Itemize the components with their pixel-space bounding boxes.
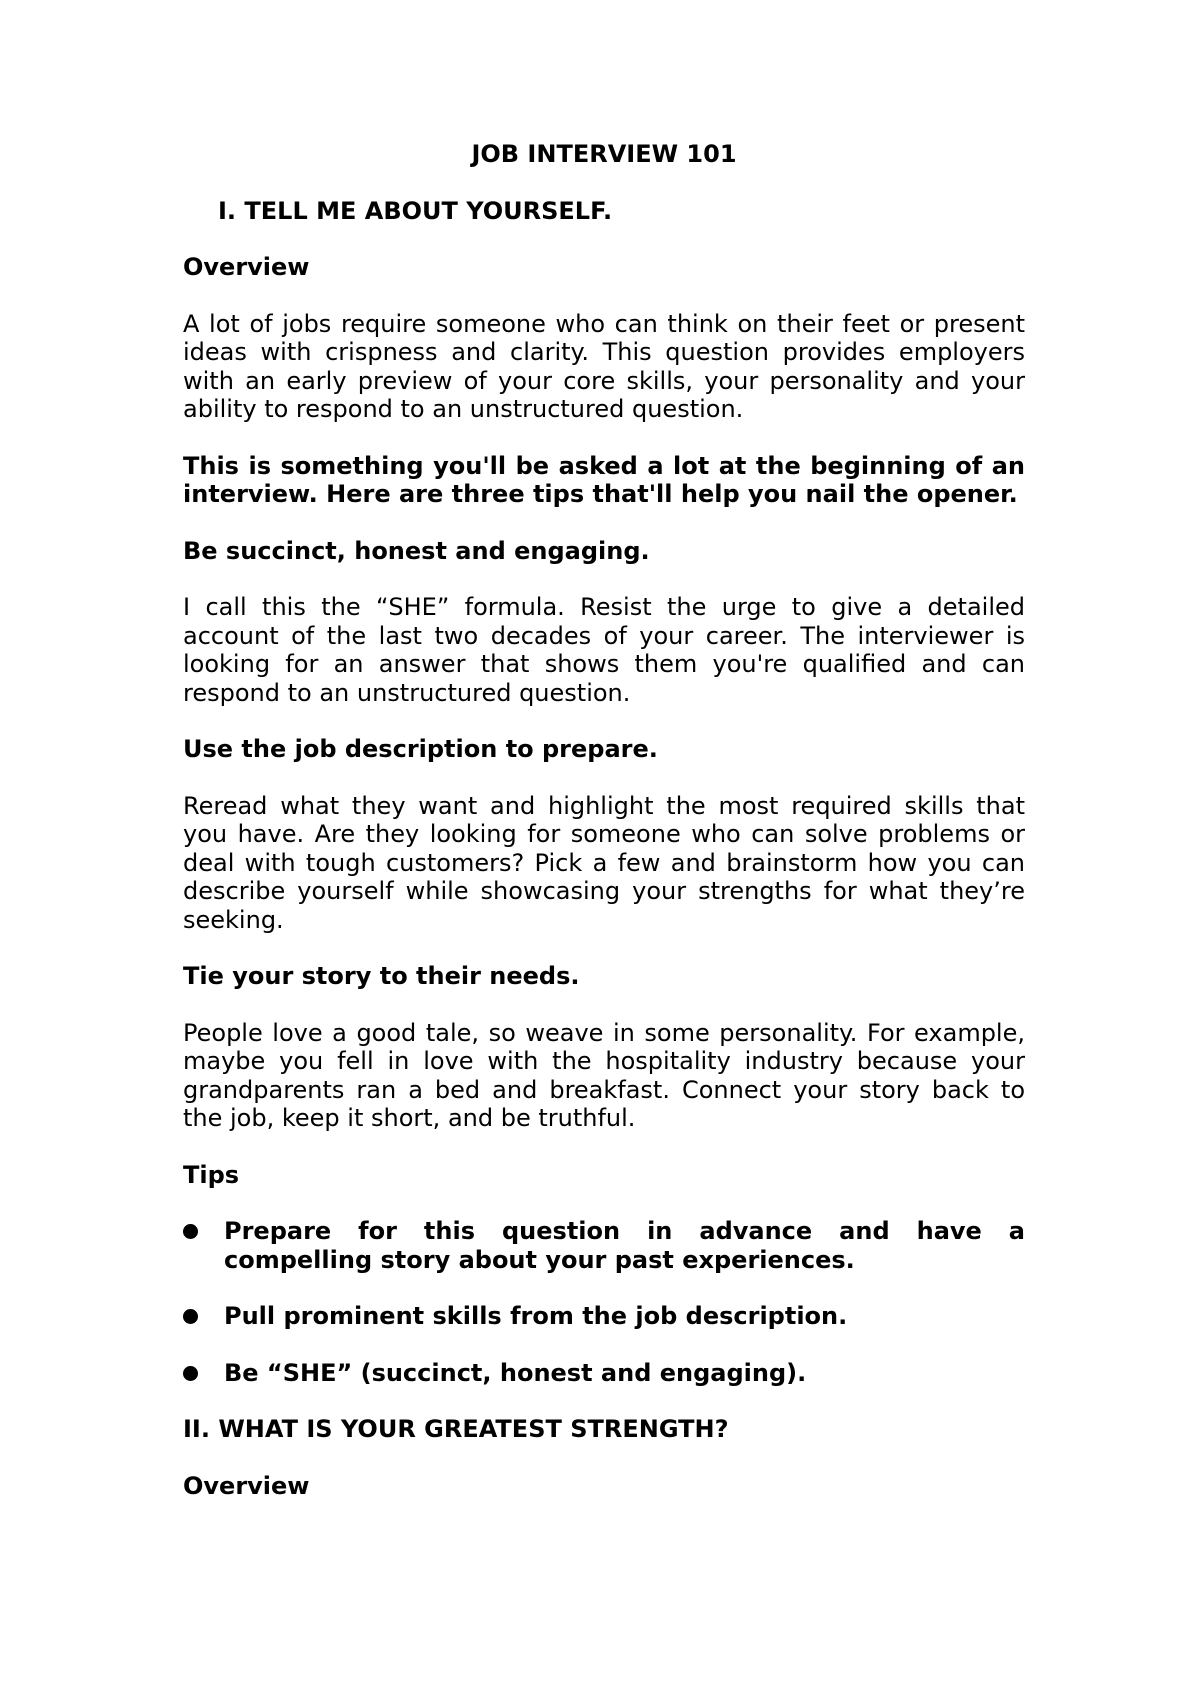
overview-label-section-2: Overview: [183, 1471, 310, 1500]
bullet-icon: [183, 1309, 198, 1324]
tips-label: Tips: [183, 1160, 240, 1189]
overview-paragraph: A lot of jobs require someone who can think on their feet or present ideas with crispness and clarity. This question provides employers with an early preview of your core skills, your personality and your ability to respond to an unstructured question.: [183, 309, 1025, 423]
intro-paragraph: This is something you'll be asked a lot at the beginning of an interview. Here are three tips that'll help you nail the opener.: [183, 451, 1025, 508]
document-title: JOB INTERVIEW 101: [471, 140, 737, 168]
tip-paragraph-job-description: Reread what they want and highlight the most required skills that you have. Are they looking for someone who can solve problems or deal with tough customers? Pick a few and brainstorm how you can describe yourself while showcasing your strengths for what they’re seeking.: [183, 791, 1025, 934]
section-heading-tell-me-about-yourself: I. TELL ME ABOUT YOURSELF.: [218, 196, 613, 225]
tip-heading-be-succinct: Be succinct, honest and engaging.: [183, 536, 650, 565]
tip-heading-job-description: Use the job description to prepare.: [183, 735, 658, 763]
document-body: [183, 140, 1025, 1528]
section-heading-greatest-strength: II. WHAT IS YOUR GREATEST STRENGTH?: [183, 1415, 729, 1443]
tips-list-item: [183, 1217, 1025, 1274]
tips-list-item: [183, 1359, 1025, 1388]
tips-list-item: [183, 1302, 1025, 1331]
tip-paragraph-she-formula: I call this the “SHE” formula. Resist the urge to give a detailed account of the last two decades of your career. The interviewer is looking for an answer that shows them you're qualified and can respond to an unstructured question.: [183, 593, 1025, 707]
overview-label: Overview: [183, 253, 310, 281]
tips-list-item-text: Pull prominent skills from the job description.: [224, 1302, 848, 1330]
tips-list: [183, 1217, 1025, 1387]
tips-list-item-text: Be “SHE” (succinct, honest and engaging).: [224, 1358, 807, 1387]
tip-heading-tie-story: Tie your story to their needs.: [183, 962, 580, 990]
tip-paragraph-tie-story: People love a good tale, so weave in some personality. For example, maybe you fell in love with the hospitality industry because your grandparents ran a bed and breakfast. Connect your story back to the job, keep it short, and be truthful.: [183, 1018, 1025, 1132]
bullet-icon: [183, 1224, 198, 1239]
bullet-icon: [183, 1366, 198, 1381]
tips-list-item-text: Prepare for this question in advance and have a compelling story about your past experiences.: [224, 1217, 1025, 1274]
